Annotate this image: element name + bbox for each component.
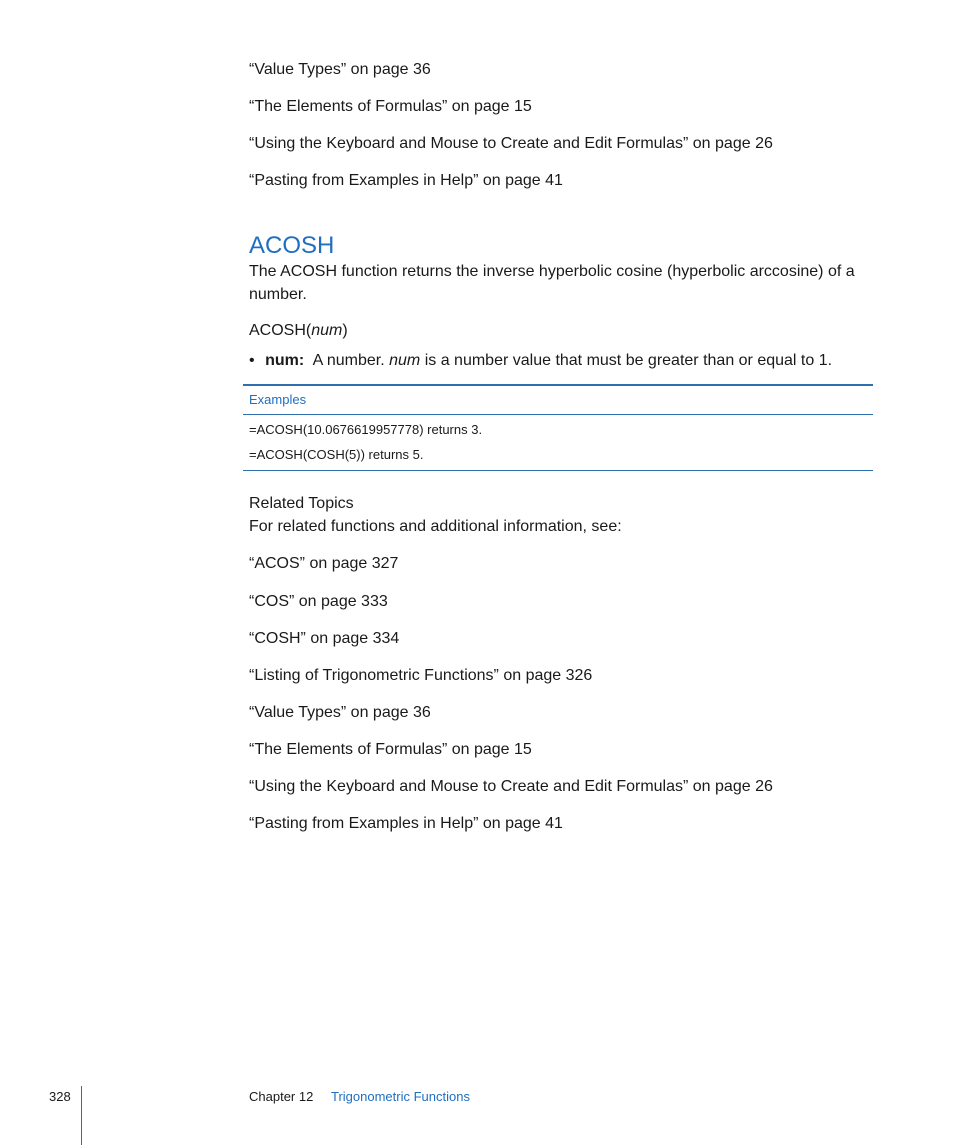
syntax-function-name: ACOSH [249,322,306,339]
example-line: =ACOSH(COSH(5)) returns 5. [249,447,424,462]
related-link[interactable]: “COS” on page 333 [249,593,388,610]
reference-link[interactable]: “The Elements of Formulas” on page 15 [249,98,532,115]
syntax-close-paren: ) [342,322,348,339]
example-line: =ACOSH(10.0676619957778) returns 3. [249,422,483,437]
related-topics-intro: For related functions and additional information, see: [249,518,622,535]
related-link[interactable]: “Value Types” on page 36 [249,704,431,721]
bullet-glyph: • [249,352,255,369]
examples-heading: Examples [249,392,307,407]
reference-link[interactable]: “Using the Keyboard and Mouse to Create and Edit Formulas” on page 26 [249,135,773,152]
footer-chapter-label: Chapter 12 [249,1089,314,1104]
syntax-open-paren: ( [305,322,312,339]
argument-text: A number. [312,352,385,369]
related-link[interactable]: “Pasting from Examples in Help” on page 41 [249,815,563,832]
related-link[interactable]: “Using the Keyboard and Mouse to Create and Edit Formulas” on page 26 [249,778,773,795]
argument-italic: num [389,352,421,369]
function-syntax [249,321,348,341]
examples-bottom-rule [243,470,873,471]
examples-top-rule [243,384,873,386]
related-link[interactable]: “COSH” on page 334 [249,630,400,647]
reference-link[interactable]: “Value Types” on page 36 [249,61,431,78]
reference-link[interactable]: “Pasting from Examples in Help” on page 41 [249,172,563,189]
related-topics-heading: Related Topics [249,495,354,512]
footer-chapter-title[interactable]: Trigonometric Functions [331,1089,470,1104]
page-number: 328 [49,1089,71,1104]
argument-item [249,351,832,371]
function-description: The ACOSH function returns the inverse hyperbolic cosine (hyperbolic arccosine) of a number. [249,263,855,303]
examples-divider [243,414,873,415]
argument-text: is a number value that must be greater than or equal to 1. [424,352,833,369]
related-link[interactable]: “ACOS” on page 327 [249,555,399,572]
argument-name: num: [265,352,305,369]
related-link[interactable]: “Listing of Trigonometric Functions” on page 326 [249,667,593,684]
syntax-argument: num [311,322,343,339]
related-link[interactable]: “The Elements of Formulas” on page 15 [249,741,532,758]
footer-vertical-rule [81,1086,82,1145]
section-title: ACOSH [249,232,335,259]
